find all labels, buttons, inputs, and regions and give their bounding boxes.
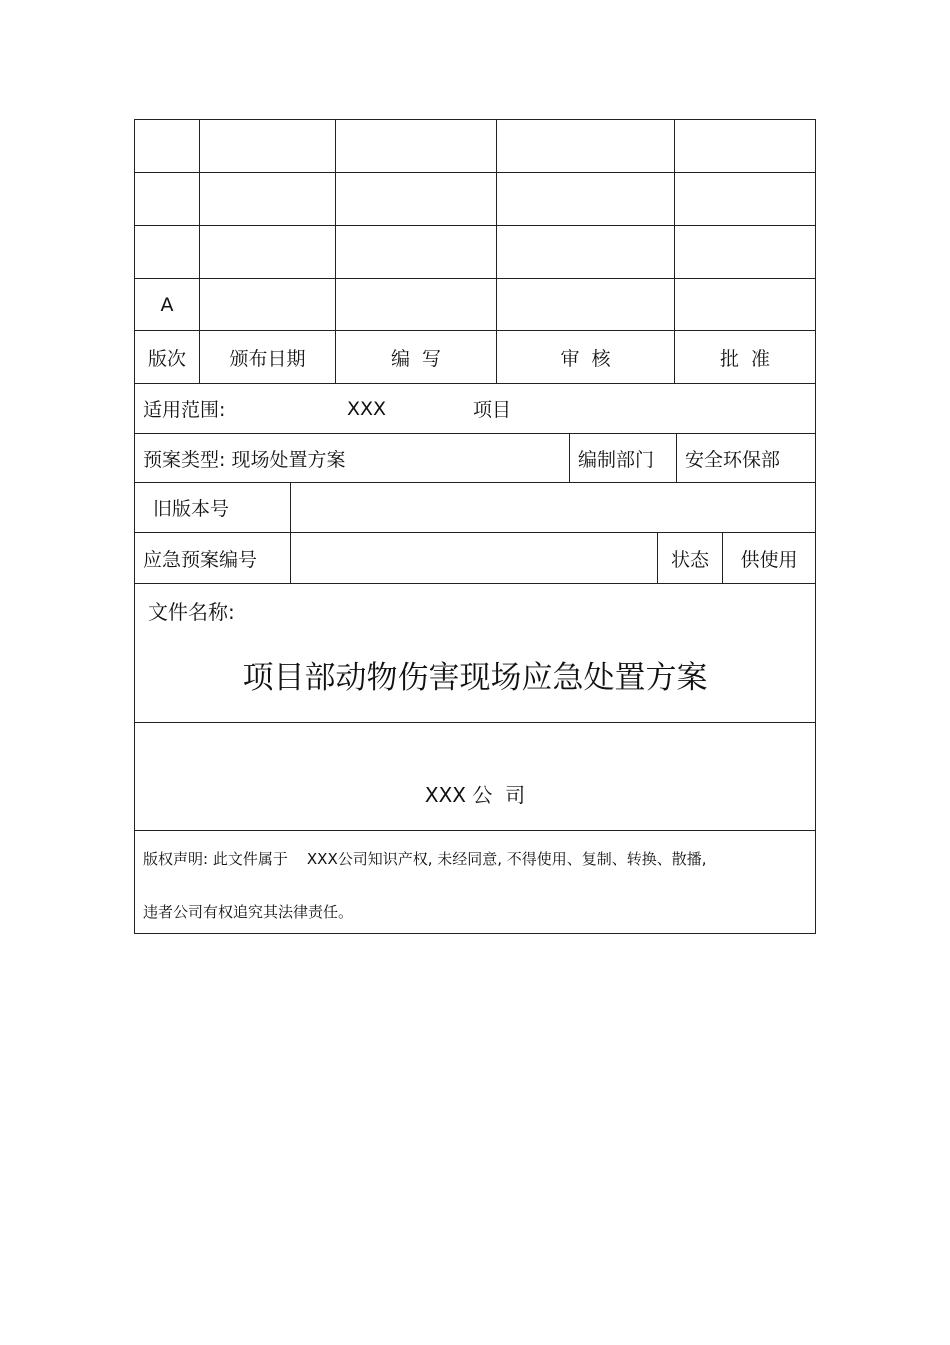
scope-tail: 项目 — [473, 399, 512, 421]
old-version-label: 旧版本号 — [134, 482, 290, 532]
scope-label: 适用范围: — [143, 399, 226, 421]
copyright-block — [134, 830, 815, 934]
copyright-line-2: 违者公司有权追究其法律责任。 — [143, 903, 354, 921]
plan-number-label: 应急预案编号 — [134, 532, 290, 583]
old-version-value — [290, 482, 815, 532]
status-value: 供使用 — [722, 532, 815, 583]
file-name-label: 文件名称: — [148, 600, 235, 624]
table-border-right — [815, 119, 816, 934]
copyright-line-1: 版权声明: 此文件属于 XXX公司知识产权, 未经同意, 不得使用、复制、转换、散播, — [143, 850, 707, 868]
table-border-bottom — [134, 933, 816, 934]
plan-type-label: 预案类型: 现场处置方案 — [134, 433, 569, 482]
revision-date — [199, 119, 335, 172]
status-label: 状态 — [657, 532, 722, 583]
scope-row — [134, 383, 815, 433]
header-version: 版次 — [134, 330, 199, 383]
plan-number-value — [290, 532, 657, 583]
revision-approver — [674, 119, 815, 172]
header-approver: 批 准 — [674, 330, 815, 383]
dept-value: 安全环保部 — [676, 433, 815, 482]
header-date: 颁布日期 — [199, 330, 335, 383]
document-title: 项目部动物伤害现场应急处置方案 — [242, 660, 708, 696]
revision-reviewer — [496, 225, 674, 278]
revision-version — [134, 119, 199, 172]
revision-date — [199, 225, 335, 278]
scope-value: XXX — [347, 397, 387, 420]
revision-version — [134, 172, 199, 225]
header-author: 编 写 — [335, 330, 496, 383]
revision-date — [199, 172, 335, 225]
company-name: XXX 公 司 — [134, 722, 815, 830]
revision-approver — [674, 225, 815, 278]
revision-author — [335, 172, 496, 225]
revision-version: A — [134, 278, 199, 330]
revision-approver — [674, 172, 815, 225]
revision-reviewer — [496, 172, 674, 225]
revision-reviewer — [496, 119, 674, 172]
dept-label: 编制部门 — [569, 433, 676, 482]
revision-date — [199, 278, 335, 330]
revision-author — [335, 119, 496, 172]
revision-author — [335, 278, 496, 330]
revision-author — [335, 225, 496, 278]
header-reviewer: 审 核 — [496, 330, 674, 383]
revision-version — [134, 225, 199, 278]
revision-reviewer — [496, 278, 674, 330]
revision-approver — [674, 278, 815, 330]
